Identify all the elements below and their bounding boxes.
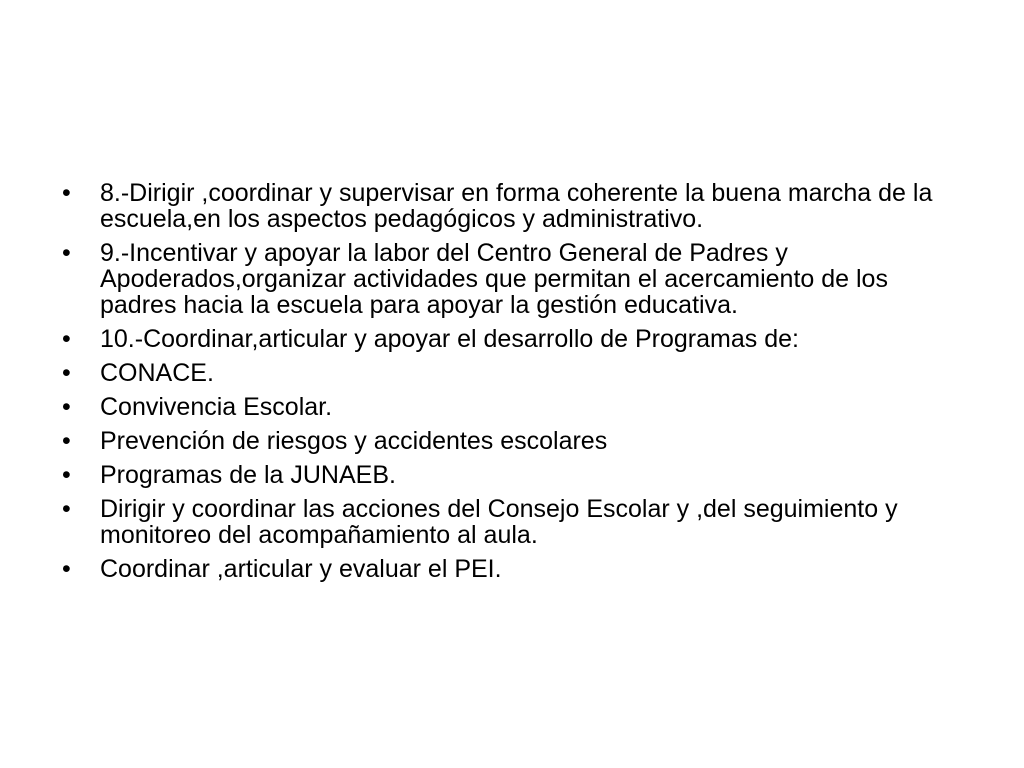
list-item-text: Programas de la JUNAEB. bbox=[100, 461, 396, 489]
list-item bbox=[62, 326, 962, 352]
list-item-text: 9.-Incentivar y apoyar la labor del Centro General de Padres y Apoderados,organizar actividades que permitan el acercamiento de los padres hacia la escuela para apoyar la gestión educativa. bbox=[100, 239, 888, 319]
bullet-icon: • bbox=[62, 393, 71, 421]
bullet-icon: • bbox=[62, 179, 71, 207]
bullet-icon: • bbox=[62, 239, 71, 267]
list-item bbox=[62, 240, 962, 318]
list-item bbox=[62, 462, 962, 488]
list-item-text: Coordinar ,articular y evaluar el PEI. bbox=[100, 555, 502, 583]
list-item-text: CONACE. bbox=[100, 359, 214, 387]
bullet-icon: • bbox=[62, 461, 71, 489]
bullet-icon: • bbox=[62, 325, 71, 353]
list-item bbox=[62, 360, 962, 386]
bullet-icon: • bbox=[62, 555, 71, 583]
bullet-icon: • bbox=[62, 359, 71, 387]
list-item-text: Convivencia Escolar. bbox=[100, 393, 333, 421]
bullet-icon: • bbox=[62, 495, 71, 523]
list-item-text: 8.-Dirigir ,coordinar y supervisar en forma coherente la buena marcha de la escuela,en los aspectos pedagógicos y administrativo. bbox=[100, 179, 933, 233]
list-item-text: Prevención de riesgos y accidentes escolares bbox=[100, 427, 608, 455]
list-item bbox=[62, 496, 962, 548]
list-item bbox=[62, 428, 962, 454]
list-item-text: 10.-Coordinar,articular y apoyar el desarrollo de Programas de: bbox=[100, 325, 799, 353]
list-item-text: Dirigir y coordinar las acciones del Consejo Escolar y ,del seguimiento y monitoreo del acompañamiento al aula. bbox=[100, 495, 898, 549]
bullet-list bbox=[62, 180, 962, 590]
list-item bbox=[62, 180, 962, 232]
list-item bbox=[62, 556, 962, 582]
list-item bbox=[62, 394, 962, 420]
bullet-icon: • bbox=[62, 427, 71, 455]
